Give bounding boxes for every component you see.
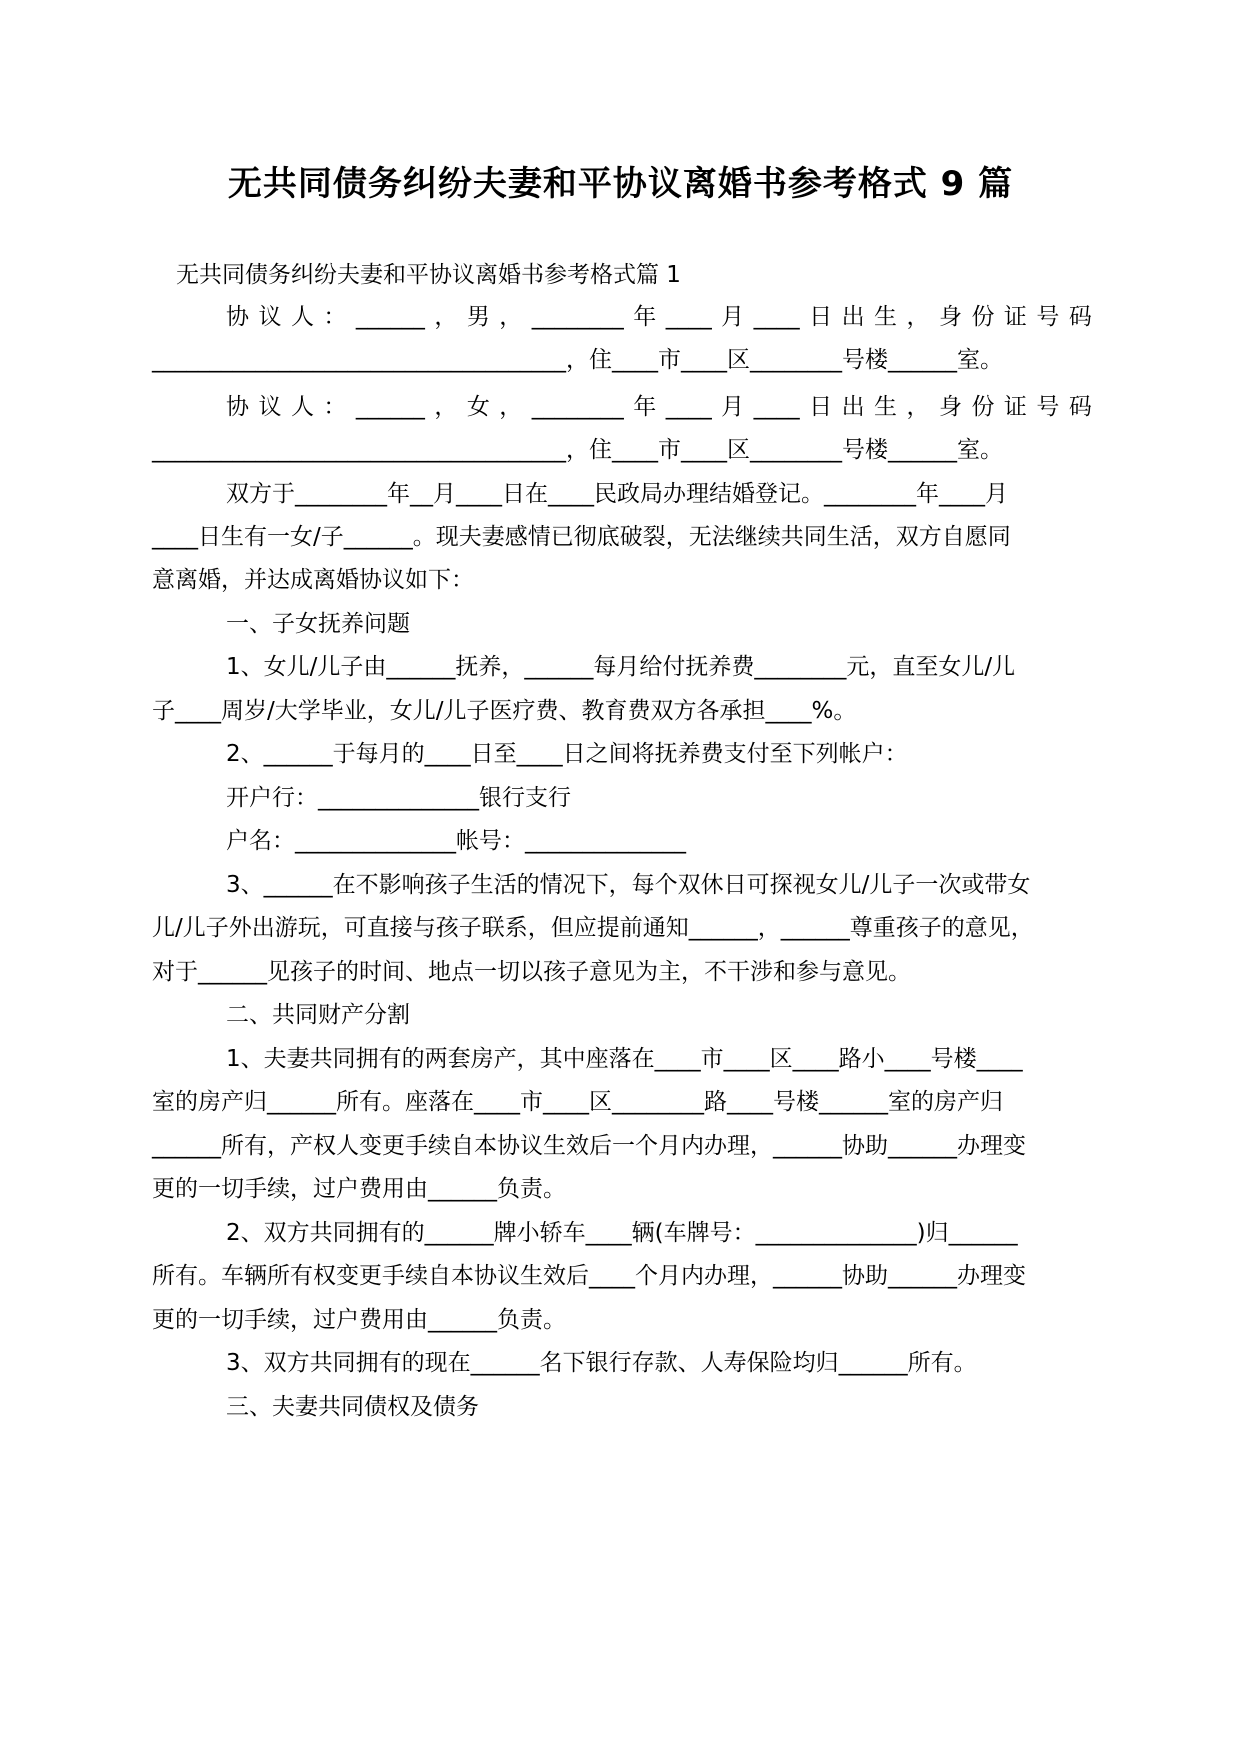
paragraph-line: 双方于________年__月____日在____民政局办理结婚登记。________年____月 [226,481,1008,507]
line-token: 码 [1068,304,1092,330]
line-token: 号 [1036,394,1060,420]
paragraph-line: 2、双方共同拥有的______牌小轿车____辆(车牌号：______________)归______ [226,1220,1018,1246]
paragraph-line: 1、夫妻共同拥有的两套房产，其中座落在____市____区____路小____号楼____ [226,1046,1023,1072]
line-token: 月 [721,304,745,330]
line-token: ， [434,394,458,420]
line-token: 年 [633,304,657,330]
line-token: ： [323,304,347,330]
line-token: 出 [841,304,865,330]
party-two-line [226,390,1092,424]
line-token: 码 [1068,394,1092,420]
line-token: 出 [841,394,865,420]
section-heading: 三、夫妻共同债权及债务 [226,1394,479,1420]
line-token: 份 [971,394,995,420]
line-token: ： [323,394,347,420]
line-token: 女 [466,394,490,420]
document-title: 无共同债务纠纷夫妻和平协议离婚书参考格式 9 篇 [227,164,1014,204]
line-token: ， [434,304,458,330]
paragraph-line: 所有。车辆所有权变更手续自本协议生效后____个月内办理，______协助______办理变 [152,1263,1026,1289]
line-token: 议 [258,304,282,330]
line-token: 男 [466,304,490,330]
paragraph-line: 更的一切手续，过户费用由______负责。 [152,1307,566,1333]
line-token: ， [499,304,523,330]
line-token: 份 [971,304,995,330]
section-heading: 二、共同财产分割 [226,1002,410,1028]
paragraph-line: 意离婚，并达成离婚协议如下： [152,567,474,593]
paragraph-line: 3、______在不影响孩子生活的情况下，每个双休日可探视女儿/儿子一次或带女 [226,872,1031,898]
line-token: 日 [809,394,833,420]
line-token: ____ [753,394,800,420]
subheading: 无共同债务纠纷夫妻和平协议离婚书参考格式篇 1 [176,262,681,288]
paragraph-line: ______所有，产权人变更手续自本协议生效后一个月内办理，______协助______办理变 [152,1133,1026,1159]
line-token: ____ [753,304,800,330]
line-token: ， [906,304,930,330]
line-token: ， [499,394,523,420]
line-token: 人 [290,304,314,330]
line-token: ______ [355,394,425,420]
line-token: 生 [874,304,898,330]
paragraph-line: 儿/儿子外出游玩，可直接与孩子联系，但应提前通知______，______尊重孩子的意见， [152,915,1034,941]
line-token: 协 [226,394,249,420]
line-token: ， [906,394,930,420]
line-token: 议 [258,394,282,420]
paragraph-line: 室的房产归______所有。座落在____市____区________路____号楼______室的房产归 [152,1089,1003,1115]
paragraph-line: 2、______于每月的____日至____日之间将抚养费支付至下列帐户： [226,741,908,767]
line-token: 证 [1003,304,1027,330]
line-token: 人 [290,394,314,420]
line-token: 号 [1036,304,1060,330]
paragraph-line: 户名：______________帐号：______________ [226,828,686,854]
line-token: 月 [721,394,745,420]
section-heading: 一、子女抚养问题 [226,611,410,637]
paragraph-line: 3、双方共同拥有的现在______名下银行存款、人寿保险均归______所有。 [226,1350,977,1376]
line-token: ________ [531,304,624,330]
party-one-address: ____________________________________，住____市____区________号楼______室。 [152,347,1003,373]
line-token: ________ [531,394,624,420]
paragraph-line: 子____周岁/大学毕业，女儿/儿子医疗费、教育费双方各承担____%。 [152,698,857,724]
line-token: 协 [226,304,249,330]
party-two-address: ____________________________________，住____市____区________号楼______室。 [152,437,1003,463]
line-token: 身 [938,304,962,330]
paragraph-line: 1、女儿/儿子由______抚养，______每月给付抚养费________元，直至女儿/儿 [226,654,1016,680]
line-token: ____ [665,304,712,330]
line-token: ______ [355,304,425,330]
paragraph-line: 对于______见孩子的时间、地点一切以孩子意见为主，不干涉和参与意见。 [152,959,911,985]
line-token: 年 [633,394,657,420]
paragraph-line: 更的一切手续，过户费用由______负责。 [152,1176,566,1202]
paragraph-line: 开户行：______________银行支行 [226,785,571,811]
line-token: ____ [665,394,712,420]
line-token: 生 [874,394,898,420]
paragraph-line: ____日生有一女/子______。现夫妻感情已彻底破裂，无法继续共同生活，双方自愿同 [152,524,1011,550]
line-token: 日 [809,304,833,330]
line-token: 身 [938,394,962,420]
party-one-line [226,300,1092,334]
line-token: 证 [1003,394,1027,420]
